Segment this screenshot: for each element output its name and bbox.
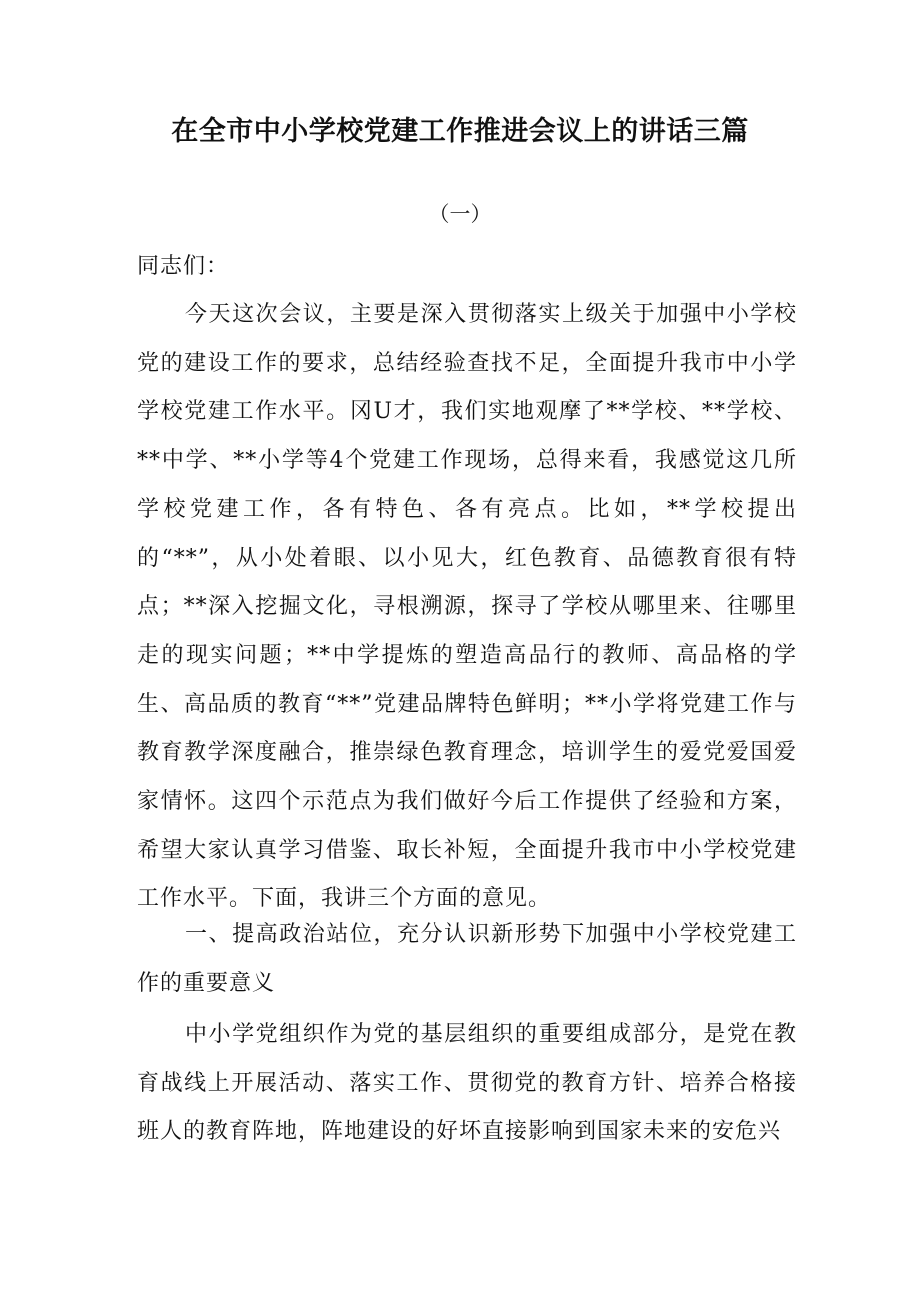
paragraph-party-organization: 中小学党组织作为党的基层组织的重要组成部分，是党在教育战线上开展活动、落实工作、贯彻党的教育方针、培养合格接班人的教育阵地，阵地建设的好坏直接影响到国家未来的安危兴 xyxy=(137,1022,797,1145)
section-marker: （一） xyxy=(428,202,492,226)
paragraph-heading-one: 一、提高政治站位，充分认识新形势下加强中小学校党建工作的重要意义 xyxy=(137,922,797,996)
paragraph-opening: 今天这次会议，主要是深入贯彻落实上级关于加强中小学校党的建设工作的要求，总结经验查找不足，全面提升我市中小学学校党建工作水平。冈U才，我们实地观摩了**学校、**学校、**中学、**小学等4个党建工作现场，总得来看，我感觉这几所学校党建工作，各有特色、各有亮点。比如，**学校提出的“**”，从小处着眼、以小见大，红色教育、品德教育很有特点；**深入挖掘文化，寻根溯源，探寻了学校从哪里来、往哪里走的现实问题；**中学提炼的塑造高品行的教师、高品格的学生、高品质的教育“**”党建品牌特色鲜明；**小学将党建工作与教育教学深度融合，推崇绿色教育理念，培训学生的爱党爱国爱家情怀。这四个示范点为我们做好今后工作提供了经验和方案，希望大家认真学习借鉴、取长补短，全面提升我市中小学校党建工作水平。下面，我讲三个方面的意见。 xyxy=(137,302,797,912)
salutation: 同志们： xyxy=(137,254,230,279)
document-title: 在全市中小学校党建工作推进会议上的讲话三篇 xyxy=(171,116,749,147)
